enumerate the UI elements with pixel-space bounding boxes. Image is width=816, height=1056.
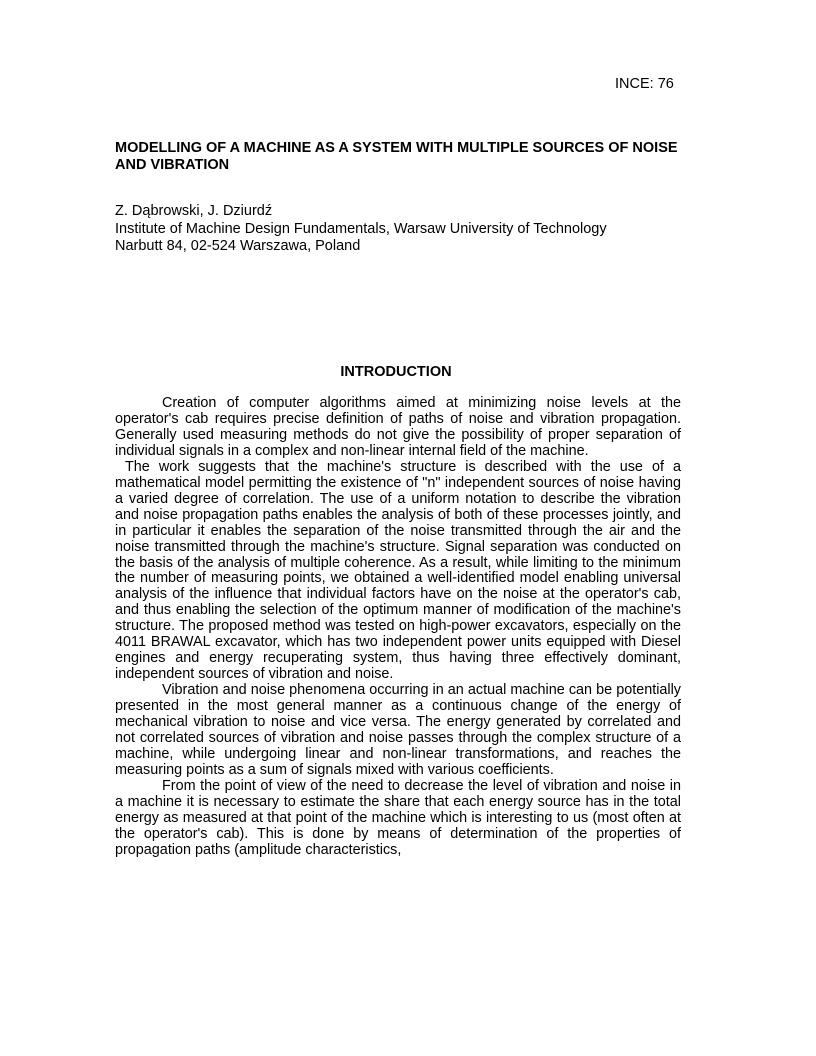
paragraph: The work suggests that the machine's structure is described with the use of a mathematical model permitting the existence of "n" independent sources of noise having a varied degree of correlation. The use of a uniform notation to describe the vibration and noise propagation paths enables the analysis of both of these processes jointly, and in particular it enables the separation of the noise transmitted through the air and the noise transmitted through the machine's structure. Signal separation was conducted on the basis of the analysis of multiple coherence. As a result, while limiting to the minimum the number of measuring points, we obtained a well-identified model enabling universal analysis of the influence that individual factors have on the noise at the operator's cab, and thus enabling the selection of the optimum manner of modification of the machine's structure. The proposed method was tested on high-power excavators, especially on the 4011 BRAWAL excavator, which has two independent power units equipped with Diesel engines and energy recuperating system, thus having three effectively dominant, independent sources of vibration and noise. <box>115 458 681 683</box>
conference-reference: INCE: 76 <box>615 76 674 92</box>
author-affiliation: Institute of Machine Design Fundamentals, Warsaw University of Technology <box>115 220 607 237</box>
paragraph: From the point of view of the need to decrease the level of vibration and noise in a machine it is necessary to estimate the share that each energy source has in the total energy as measured at that point of the machine which is interesting to us (most often at the operator's cab). This is done by means of determination of the properties of propagation paths (amplitude characteristics, <box>115 777 681 858</box>
section-heading: INTRODUCTION <box>340 364 452 380</box>
section-body <box>115 396 681 859</box>
paper-title: MODELLING OF A MACHINE AS A SYSTEM WITH MULTIPLE SOURCES OF NOISE AND VIBRATION <box>115 140 678 173</box>
author-address: Narbutt 84, 02-524 Warszawa, Poland <box>115 238 361 254</box>
author-names: Z. Dąbrowski, J. Dziurdź <box>115 203 273 219</box>
author-block <box>115 203 607 256</box>
paragraph: Vibration and noise phenomena occurring in an actual machine can be potentially presented in the most general manner as a continuous change of the energy of mechanical vibration to noise and vice versa. The energy generated by correlated and not correlated sources of vibration and noise passes through the complex structure of a machine, while undergoing linear and non-linear transformations, and reaches the measuring points as a sum of signals mixed with various coefficients. <box>115 682 681 778</box>
paragraph: Creation of computer algorithms aimed at minimizing noise levels at the operator's cab requires precise definition of paths of noise and vibration propagation. Generally used measuring methods do not give the possibility of proper separation of individual signals in a complex and non-linear internal field of the machine. <box>115 395 681 459</box>
